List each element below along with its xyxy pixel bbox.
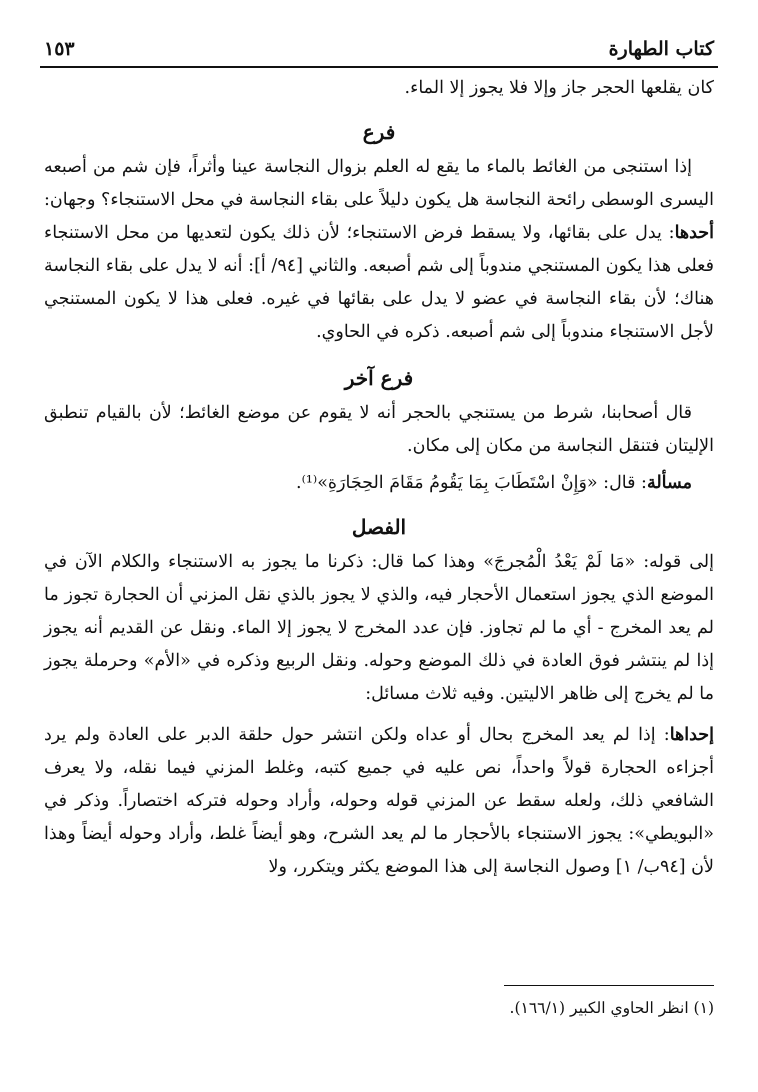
masala-label: مسألة — [646, 473, 692, 493]
fasl-paragraph-1: إلى قوله: «مَا لَمْ يَعْدُ الْمُجرجَ» وهذا كما قال: ذكرنا ما يجوز به الاستنجاء والكلام الآن في الموضع الذي يجوز استعمال الأحجار فيه، والذي لا يجوز بالذي نقل المزني أن الحجارة تجوز ما لم يعد المخرج - أي ما لم تجاوز. فإن عدد المخرج لا يجوز إلا الماء. ونقل عن القديم أنه يجوز إذا لم ينتشر فوق العادة في ذلك الموضع وحوله. ونقل الربيع وذكره في «الأم» وحرملة يجوز ما لم يخرج إلى ظاهر الاليتين. وفيه ثلاث مسائل: — [44, 552, 714, 704]
intro-paragraph: كان يقلعها الحجر جاز وإلا فلا يجوز إلا الماء. — [404, 78, 714, 98]
running-header — [40, 38, 718, 68]
masala-text: : قال: «وَإِنْ اسْتَطَابَ بِمَا يَقُومُ مَقَامَ الحِجَارَةِ»⁽¹⁾. — [296, 473, 647, 493]
section2-paragraph: قال أصحابنا، شرط من يستنجي بالحجر أنه لا يقوم عن موضع الغائط؛ لأن بالقيام تنطبق الإليتان فتنقل النجاسة من مكان إلى مكان. — [44, 403, 714, 456]
section-heading-fasl: الفصل — [351, 515, 407, 539]
page-number: ١٥٣ — [44, 38, 75, 60]
book-title: كتاب الطهارة — [608, 38, 714, 60]
fasl-paragraph-2-label: إحداها — [669, 725, 714, 745]
fasl-paragraph-2 — [44, 719, 714, 884]
fasl-paragraph-2-text: : إذا لم يعد المخرج بحال أو عداه ولكن انتشر حول حلقة الدبر على العادة ولم يرد أجزاءه الحجارة قولاً واحداً، نص عليه في جميع كتبه، وغلط المزني فيما نقله، ولا يعرف الشافعي ذلك، ولعله سقط عن المزني قوله وحوله، وأراد وحوله فتركه اختصاراً. وذكر في «البويطي»: يجوز الاستنجاء بالأحجار ما لم يعد الشرح، وهو أيضاً غلط، وأراد وحوله أيضاً وهذا لأن [٩٤ب/ ١] وصول النجاسة إلى هذا الموضع يكثر ويتكرر، ولا — [44, 725, 714, 877]
section-heading-far: فرع — [362, 120, 396, 144]
section-heading-far-akhar: فرع آخر — [344, 366, 414, 390]
footnote-divider — [504, 985, 714, 986]
section1-paragraph — [44, 151, 714, 349]
section1-text-part1: إذا استنجى من الغائط بالماء ما يقع له العلم بزوال النجاسة عينا وأثراً، فإن شم من أصبعه اليسرى الوسطى رائحة النجاسة هل يكون دليلاً على بقاء النجاسة في محل الاستنجاء؟ وجهان: — [44, 157, 714, 210]
section1-text-part2: : يدل على بقائها، ولا يسقط فرض الاستنجاء؛ لأن ذلك يكون لتعديها من محل الاستنجاء فعلى هذا يكون المستنجي مندوباً إلى شم أصبعه. والثاني [٩٤/ أ]: أنه لا يدل على بقاء النجاسة هناك؛ لأن بقاء النجاسة في عضو لا يدل على بقائها في غيره. فعلى هذا لا يكون المستنجي لأجل الاستنجاء مندوباً إلى شم أصبعه. ذكره في الحاوي. — [44, 223, 714, 342]
section1-label: أحدها — [674, 223, 714, 243]
footnote: (١) انظر الحاوي الكبير (١٦٦/١). — [509, 999, 714, 1017]
masala-paragraph — [44, 467, 714, 500]
